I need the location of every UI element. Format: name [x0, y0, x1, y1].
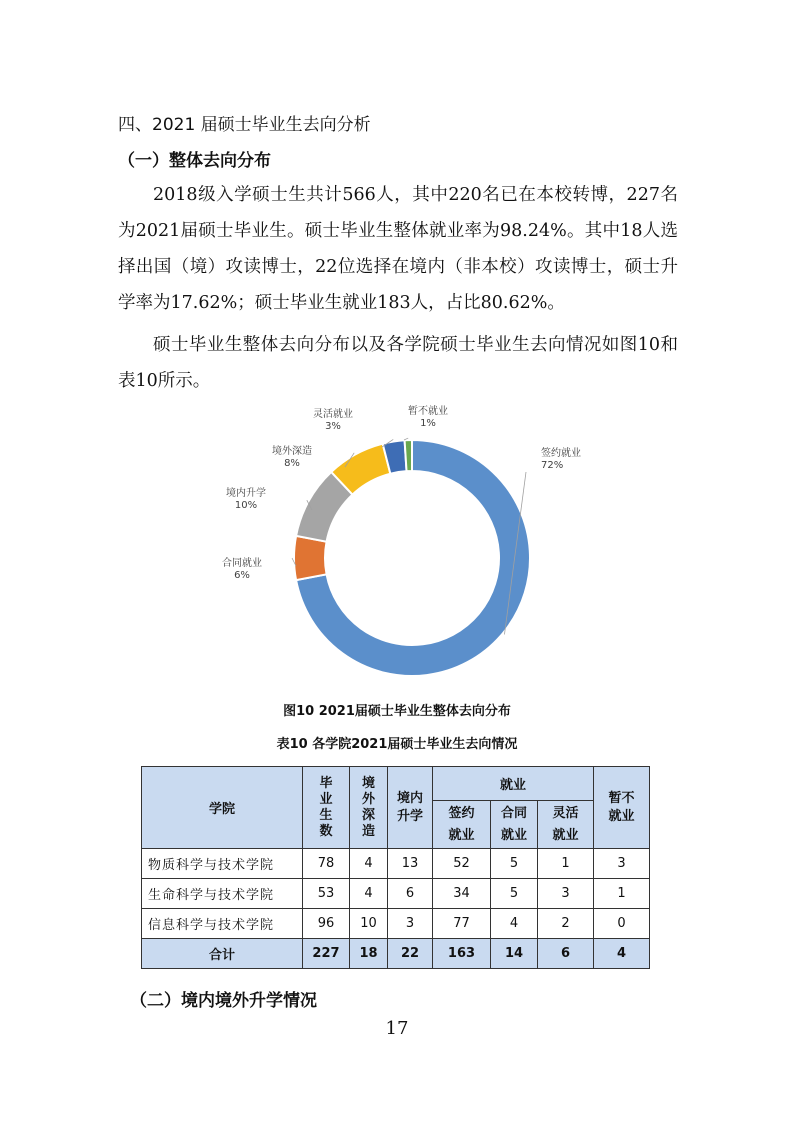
cell-college: 信息科学与技术学院 — [142, 909, 303, 939]
header-signed-text: 签约就业 — [448, 805, 475, 843]
cell-total-contract: 14 — [491, 939, 538, 969]
slice-value-label-5: 3% — [325, 421, 341, 432]
cell-domestic: 3 — [388, 909, 433, 939]
slice-value-label-4: 8% — [284, 458, 300, 469]
cell-pending: 0 — [594, 909, 650, 939]
donut-slice-6 — [405, 440, 412, 471]
slice-label-5: 灵活就业 — [313, 409, 353, 420]
cell-contract: 5 — [491, 879, 538, 909]
header-domestic — [388, 767, 433, 849]
slice-value-label-1: 72% — [541, 460, 564, 471]
destination-table — [141, 766, 650, 969]
paragraph-1: 2018级入学硕士生共计566人，其中220名已在本校转博，227名为2021届硕士毕业生。硕士毕业生整体就业率为98.24%。其中18人选择出国（境）攻读博士，22位选择在境内（非本校）攻读博士，硕士升学率为17.62%；硕士毕业生就业183人，占比80.62%。 — [118, 185, 678, 313]
table-caption: 表10 各学院2021届硕士毕业生去向情况 — [276, 737, 518, 752]
cell-domestic: 13 — [388, 849, 433, 879]
slice-value-label-3: 10% — [234, 500, 258, 511]
subsection-title: （一）整体去向分布 — [118, 151, 271, 171]
paragraph-2: 硕士毕业生整体去向分布以及各学院硕士毕业生去向情况如图10和表10所示。 — [118, 335, 678, 391]
header-signed — [433, 801, 491, 849]
cell-pending: 1 — [594, 879, 650, 909]
cell-total-signed: 163 — [433, 939, 491, 969]
figure-caption: 图10 2021届硕士毕业生整体去向分布 — [283, 704, 511, 719]
slice-label-2: 合同就业 — [222, 558, 262, 569]
cell-signed: 52 — [433, 849, 491, 879]
cell-abroad: 4 — [350, 849, 388, 879]
cell-abroad: 4 — [350, 879, 388, 909]
cell-flexible: 1 — [538, 849, 594, 879]
cell-total-abroad: 18 — [350, 939, 388, 969]
cell-flexible: 2 — [538, 909, 594, 939]
header-college: 学院 — [142, 767, 303, 849]
donut-slice-2 — [294, 536, 327, 580]
table-row — [142, 909, 650, 939]
cell-abroad: 10 — [350, 909, 388, 939]
cell-domestic: 6 — [388, 879, 433, 909]
header-abroad-text: 境外深造 — [361, 775, 375, 839]
cell-graduates: 96 — [303, 909, 350, 939]
cell-total-domestic: 22 — [388, 939, 433, 969]
cell-total-flexible: 6 — [538, 939, 594, 969]
header-contract-text: 合同就业 — [500, 805, 527, 843]
cell-graduates: 53 — [303, 879, 350, 909]
table-total-row — [142, 939, 650, 969]
cell-contract: 5 — [491, 849, 538, 879]
slice-value-label-2: 6% — [234, 570, 250, 581]
cell-signed: 34 — [433, 879, 491, 909]
cell-signed: 77 — [433, 909, 491, 939]
slice-label-4: 境外深造 — [272, 446, 312, 457]
cell-pending: 3 — [594, 849, 650, 879]
header-flexible-text: 灵活就业 — [552, 805, 579, 843]
header-abroad — [350, 767, 388, 849]
slice-label-6: 暂不就业 — [408, 406, 448, 417]
cell-total-pending: 4 — [594, 939, 650, 969]
cell-contract: 4 — [491, 909, 538, 939]
table-row — [142, 879, 650, 909]
header-contract — [491, 801, 538, 849]
header-domestic-text: 境内升学 — [396, 790, 423, 824]
header-flexible — [538, 801, 594, 849]
header-pending — [594, 767, 650, 849]
cell-total-label: 合计 — [142, 939, 303, 969]
table-row — [142, 849, 650, 879]
page-number: 17 — [385, 1018, 409, 1039]
slice-label-1: 签约就业 — [541, 448, 581, 459]
cell-total-graduates: 227 — [303, 939, 350, 969]
header-employment: 就业 — [433, 767, 594, 801]
header-graduates — [303, 767, 350, 849]
cell-college: 物质科学与技术学院 — [142, 849, 303, 879]
header-pending-text: 暂不就业 — [608, 790, 635, 824]
section-title: 四、2021 届硕士毕业生去向分析 — [118, 115, 371, 135]
slice-value-label-6: 1% — [420, 418, 436, 429]
cell-flexible: 3 — [538, 879, 594, 909]
cell-college: 生命科学与技术学院 — [142, 879, 303, 909]
header-graduates-text: 毕业生数 — [319, 775, 333, 839]
next-subsection-title: （二）境内境外升学情况 — [130, 991, 317, 1011]
slice-label-3: 境内升学 — [226, 488, 266, 499]
cell-graduates: 78 — [303, 849, 350, 879]
